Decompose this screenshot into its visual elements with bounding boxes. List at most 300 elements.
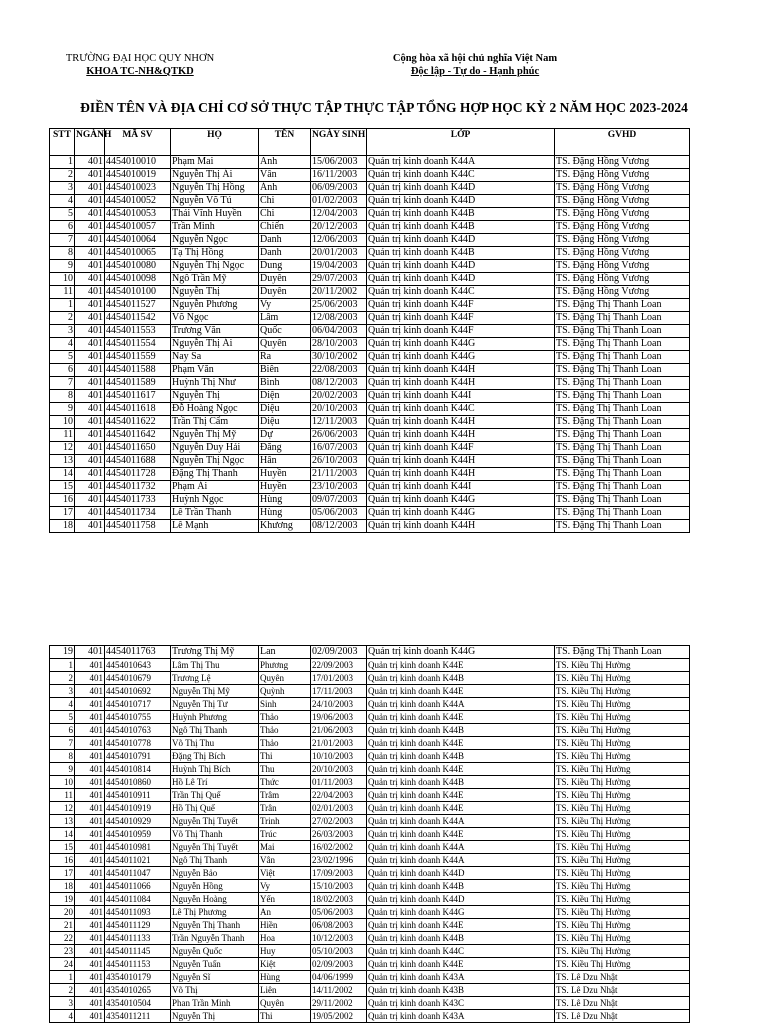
cell-nganh: 401 xyxy=(75,906,105,919)
cell-nganh: 401 xyxy=(75,984,105,997)
cell-ho: Trần Thị Quế xyxy=(171,789,259,802)
cell-gvhd: TS. Kiều Thị Hường xyxy=(555,802,690,815)
table-row xyxy=(50,945,690,958)
cell-ngay-sinh: 20/10/2003 xyxy=(311,403,367,416)
cell-ten: Trân xyxy=(259,802,311,815)
cell-ho: Nguyễn Thị xyxy=(171,390,259,403)
cell-ho: Nguyễn Thị Ái xyxy=(171,338,259,351)
col-header-lop: LỚP xyxy=(367,129,555,156)
cell-ma-sv: 4454011588 xyxy=(105,364,171,377)
cell-ngay-sinh: 22/09/2003 xyxy=(311,659,367,672)
cell-ngay-sinh: 25/06/2003 xyxy=(311,299,367,312)
cell-ma-sv: 4454011650 xyxy=(105,442,171,455)
university-name: TRƯỜNG ĐẠI HỌC QUY NHƠN xyxy=(65,53,215,64)
cell-ngay-sinh: 20/02/2003 xyxy=(311,390,367,403)
cell-lop: Quản trị kinh doanh K43B xyxy=(367,984,555,997)
cell-ten: Vy xyxy=(259,299,311,312)
cell-ho: Nguyễn Thị xyxy=(171,1010,259,1023)
cell-stt: 7 xyxy=(50,234,75,247)
cell-ho: Trần Nguyễn Thanh xyxy=(171,932,259,945)
table-row xyxy=(50,351,690,364)
cell-gvhd: TS. Kiều Thị Hường xyxy=(555,828,690,841)
cell-ngay-sinh: 26/03/2003 xyxy=(311,828,367,841)
cell-ma-sv: 4454011758 xyxy=(105,520,171,533)
cell-ten: Chi xyxy=(259,195,311,208)
cell-ngay-sinh: 26/10/2003 xyxy=(311,455,367,468)
cell-ngay-sinh: 21/06/2003 xyxy=(311,724,367,737)
cell-ngay-sinh: 08/12/2003 xyxy=(311,520,367,533)
cell-gvhd: TS. Kiều Thị Hường xyxy=(555,789,690,802)
cell-nganh: 401 xyxy=(75,182,105,195)
cell-ten: Hùng xyxy=(259,494,311,507)
header-right xyxy=(340,52,610,78)
cell-nganh: 401 xyxy=(75,364,105,377)
cell-ten: Đăng xyxy=(259,442,311,455)
cell-lop: Quản trị kinh doanh K44E xyxy=(367,919,555,932)
cell-ho: Tạ Thị Hồng xyxy=(171,247,259,260)
table-row xyxy=(50,195,690,208)
cell-nganh: 401 xyxy=(75,520,105,533)
cell-gvhd: TS. Đặng Thị Thanh Loan xyxy=(555,325,690,338)
table-row xyxy=(50,737,690,750)
cell-gvhd: TS. Đặng Thị Thanh Loan xyxy=(555,364,690,377)
cell-ten: Trúc xyxy=(259,828,311,841)
cell-ten: Việt xyxy=(259,867,311,880)
cell-ma-sv: 4454010053 xyxy=(105,208,171,221)
cell-nganh: 401 xyxy=(75,763,105,776)
cell-ngay-sinh: 20/12/2003 xyxy=(311,221,367,234)
cell-gvhd: TS. Kiều Thị Hường xyxy=(555,724,690,737)
cell-ten: Quỳnh xyxy=(259,685,311,698)
col-header-ma-sv: MÃ SV xyxy=(105,129,171,156)
cell-stt: 11 xyxy=(50,789,75,802)
cell-ngay-sinh: 22/08/2003 xyxy=(311,364,367,377)
cell-stt: 3 xyxy=(50,997,75,1010)
cell-ten: Biên xyxy=(259,364,311,377)
cell-gvhd: TS. Đặng Hồng Vương xyxy=(555,195,690,208)
cell-lop: Quản trị kinh doanh K44F xyxy=(367,325,555,338)
cell-ma-sv: 4454010791 xyxy=(105,750,171,763)
faculty-name: KHOA TC-NH&QTKD xyxy=(86,66,194,77)
cell-stt: 10 xyxy=(50,776,75,789)
cell-gvhd: TS. Kiều Thị Hường xyxy=(555,932,690,945)
cell-stt: 11 xyxy=(50,429,75,442)
cell-stt: 14 xyxy=(50,828,75,841)
cell-ma-sv: 4454010919 xyxy=(105,802,171,815)
cell-nganh: 401 xyxy=(75,867,105,880)
cell-ngay-sinh: 16/02/2002 xyxy=(311,841,367,854)
cell-nganh: 401 xyxy=(75,919,105,932)
cell-ngay-sinh: 10/10/2003 xyxy=(311,750,367,763)
cell-stt: 21 xyxy=(50,919,75,932)
table-row xyxy=(50,789,690,802)
cell-ngay-sinh: 19/06/2003 xyxy=(311,711,367,724)
cell-ngay-sinh: 02/09/2003 xyxy=(311,958,367,971)
cell-ma-sv: 4454010692 xyxy=(105,685,171,698)
cell-ho: Nguyễn Thị Ngọc xyxy=(171,260,259,273)
cell-stt: 5 xyxy=(50,351,75,364)
cell-lop: Quản trị kinh doanh K44D xyxy=(367,234,555,247)
cell-ten: Hùng xyxy=(259,507,311,520)
table-row xyxy=(50,182,690,195)
cell-ngay-sinh: 12/04/2003 xyxy=(311,208,367,221)
cell-gvhd: TS. Đặng Thị Thanh Loan xyxy=(555,481,690,494)
cell-gvhd: TS. Đặng Thị Thanh Loan xyxy=(555,455,690,468)
table-row xyxy=(50,919,690,932)
cell-lop: Quản trị kinh doanh K44D xyxy=(367,195,555,208)
cell-gvhd: TS. Lê Dzu Nhật xyxy=(555,1010,690,1023)
cell-ma-sv: 4454010064 xyxy=(105,234,171,247)
cell-ten: Vy xyxy=(259,880,311,893)
cell-gvhd: TS. Đặng Hồng Vương xyxy=(555,156,690,169)
cell-ten: Phương xyxy=(259,659,311,672)
cell-lop: Quản trị kinh doanh K44G xyxy=(367,906,555,919)
cell-gvhd: TS. Đặng Hồng Vương xyxy=(555,208,690,221)
cell-ma-sv: 4454010763 xyxy=(105,724,171,737)
cell-ten: Chi xyxy=(259,208,311,221)
cell-ho: Trần Thị Cẩm xyxy=(171,416,259,429)
cell-lop: Quản trị kinh doanh K44G xyxy=(367,338,555,351)
cell-ho: Nguyễn Thị Ngọc xyxy=(171,455,259,468)
cell-ngay-sinh: 15/10/2003 xyxy=(311,880,367,893)
cell-stt: 8 xyxy=(50,247,75,260)
col-header-ngay-sinh: NGÀY SINH xyxy=(311,129,367,156)
table-row xyxy=(50,711,690,724)
cell-ngay-sinh: 24/10/2003 xyxy=(311,698,367,711)
cell-ho: Nguyễn Thị xyxy=(171,286,259,299)
cell-ten: Ánh xyxy=(259,182,311,195)
cell-nganh: 401 xyxy=(75,958,105,971)
table-row xyxy=(50,481,690,494)
cell-lop: Quản trị kinh doanh K44E xyxy=(367,789,555,802)
cell-nganh: 401 xyxy=(75,646,105,659)
cell-ho: Võ Thị Thu xyxy=(171,737,259,750)
cell-ho: Ngô Trần Mỹ xyxy=(171,273,259,286)
cell-ho: Trương Lệ xyxy=(171,672,259,685)
cell-stt: 1 xyxy=(50,299,75,312)
table-row xyxy=(50,646,690,659)
cell-gvhd: TS. Kiều Thị Hường xyxy=(555,737,690,750)
cell-gvhd: TS. Đặng Hồng Vương xyxy=(555,182,690,195)
cell-gvhd: TS. Kiều Thị Hường xyxy=(555,763,690,776)
cell-nganh: 401 xyxy=(75,273,105,286)
cell-nganh: 401 xyxy=(75,377,105,390)
cell-gvhd: TS. Kiều Thị Hường xyxy=(555,854,690,867)
cell-ten: Huy xyxy=(259,945,311,958)
table-row xyxy=(50,867,690,880)
cell-gvhd: TS. Đặng Hồng Vương xyxy=(555,260,690,273)
table-row xyxy=(50,958,690,971)
cell-nganh: 401 xyxy=(75,390,105,403)
cell-gvhd: TS. Kiều Thị Hường xyxy=(555,750,690,763)
cell-gvhd: TS. Kiều Thị Hường xyxy=(555,685,690,698)
cell-ngay-sinh: 17/01/2003 xyxy=(311,672,367,685)
cell-gvhd: TS. Đặng Hồng Vương xyxy=(555,221,690,234)
cell-ho: Phạm Văn xyxy=(171,364,259,377)
cell-ten: Diệu xyxy=(259,403,311,416)
cell-nganh: 401 xyxy=(75,711,105,724)
table-row xyxy=(50,442,690,455)
cell-nganh: 401 xyxy=(75,1010,105,1023)
cell-ten: Hiền xyxy=(259,919,311,932)
cell-stt: 9 xyxy=(50,763,75,776)
table-row xyxy=(50,286,690,299)
cell-ten: Quyên xyxy=(259,997,311,1010)
cell-gvhd: TS. Đặng Thị Thanh Loan xyxy=(555,377,690,390)
cell-lop: Quản trị kinh doanh K44A xyxy=(367,156,555,169)
cell-ten: Danh xyxy=(259,234,311,247)
cell-ma-sv: 4454011733 xyxy=(105,494,171,507)
cell-ngay-sinh: 12/06/2003 xyxy=(311,234,367,247)
cell-ten: Ra xyxy=(259,351,311,364)
table-row xyxy=(50,325,690,338)
cell-ma-sv: 4454011728 xyxy=(105,468,171,481)
cell-lop: Quản trị kinh doanh K44G xyxy=(367,351,555,364)
table-header-row xyxy=(50,129,690,156)
cell-ma-sv: 4454011066 xyxy=(105,880,171,893)
cell-ngay-sinh: 14/11/2002 xyxy=(311,984,367,997)
cell-ho: Đặng Thị Bích xyxy=(171,750,259,763)
cell-lop: Quản trị kinh doanh K44B xyxy=(367,776,555,789)
cell-lop: Quản trị kinh doanh K44C xyxy=(367,403,555,416)
cell-ho: Lê Mạnh xyxy=(171,520,259,533)
cell-nganh: 401 xyxy=(75,815,105,828)
col-header-gvhd: GVHD xyxy=(555,129,690,156)
cell-ho: Nguyễn Thị Tuyết xyxy=(171,841,259,854)
cell-ten: Duyên xyxy=(259,273,311,286)
cell-nganh: 401 xyxy=(75,698,105,711)
cell-stt: 20 xyxy=(50,906,75,919)
cell-stt: 7 xyxy=(50,737,75,750)
cell-nganh: 401 xyxy=(75,932,105,945)
cell-ten: Diện xyxy=(259,390,311,403)
cell-ma-sv: 4454011589 xyxy=(105,377,171,390)
cell-ten: Quyên xyxy=(259,672,311,685)
cell-nganh: 401 xyxy=(75,971,105,984)
cell-ho: Đỗ Hoàng Ngọc xyxy=(171,403,259,416)
cell-stt: 11 xyxy=(50,286,75,299)
cell-ma-sv: 4454011617 xyxy=(105,390,171,403)
cell-stt: 6 xyxy=(50,724,75,737)
cell-lop: Quản trị kinh doanh K44G xyxy=(367,507,555,520)
cell-ma-sv: 4454011554 xyxy=(105,338,171,351)
cell-nganh: 401 xyxy=(75,997,105,1010)
cell-ngay-sinh: 16/07/2003 xyxy=(311,442,367,455)
cell-lop: Quản trị kinh doanh K44H xyxy=(367,455,555,468)
cell-ho: Nguyễn Thị Mỹ xyxy=(171,429,259,442)
cell-nganh: 401 xyxy=(75,299,105,312)
cell-ngay-sinh: 23/10/2003 xyxy=(311,481,367,494)
cell-lop: Quản trị kinh doanh K44B xyxy=(367,724,555,737)
cell-nganh: 401 xyxy=(75,429,105,442)
table-row xyxy=(50,169,690,182)
cell-lop: Quản trị kinh doanh K44E xyxy=(367,828,555,841)
cell-gvhd: TS. Đặng Hồng Vương xyxy=(555,273,690,286)
cell-nganh: 401 xyxy=(75,880,105,893)
cell-stt: 14 xyxy=(50,468,75,481)
cell-ngay-sinh: 04/06/1999 xyxy=(311,971,367,984)
cell-lop: Quản trị kinh doanh K44I xyxy=(367,481,555,494)
cell-stt: 22 xyxy=(50,932,75,945)
cell-ho: Nguyễn Quốc xyxy=(171,945,259,958)
cell-ho: Nguyễn Tuấn xyxy=(171,958,259,971)
cell-ma-sv: 4454011763 xyxy=(105,646,171,659)
cell-nganh: 401 xyxy=(75,468,105,481)
cell-gvhd: TS. Đặng Thị Thanh Loan xyxy=(555,442,690,455)
cell-nganh: 401 xyxy=(75,893,105,906)
cell-nganh: 401 xyxy=(75,945,105,958)
cell-ngay-sinh: 09/07/2003 xyxy=(311,494,367,507)
cell-stt: 18 xyxy=(50,520,75,533)
cell-ho: Trương Thị Mỹ xyxy=(171,646,259,659)
student-table-2 xyxy=(49,645,690,1023)
cell-gvhd: TS. Kiều Thị Hường xyxy=(555,776,690,789)
cell-lop: Quản trị kinh doanh K44G xyxy=(367,646,555,659)
cell-ten: Trinh xyxy=(259,815,311,828)
cell-ten: Vân xyxy=(259,169,311,182)
cell-ngay-sinh: 05/06/2003 xyxy=(311,507,367,520)
cell-stt: 1 xyxy=(50,156,75,169)
cell-nganh: 401 xyxy=(75,208,105,221)
cell-nganh: 401 xyxy=(75,789,105,802)
cell-ma-sv: 4454011527 xyxy=(105,299,171,312)
cell-nganh: 401 xyxy=(75,325,105,338)
cell-ma-sv: 4454011542 xyxy=(105,312,171,325)
cell-stt: 9 xyxy=(50,403,75,416)
cell-ngay-sinh: 10/12/2003 xyxy=(311,932,367,945)
cell-lop: Quản trị kinh doanh K44H xyxy=(367,377,555,390)
cell-lop: Quản trị kinh doanh K44I xyxy=(367,390,555,403)
cell-nganh: 401 xyxy=(75,672,105,685)
cell-lop: Quản trị kinh doanh K44A xyxy=(367,698,555,711)
table-row xyxy=(50,247,690,260)
cell-ho: Huỳnh Phương xyxy=(171,711,259,724)
cell-ma-sv: 4454010959 xyxy=(105,828,171,841)
table-row xyxy=(50,156,690,169)
cell-ho: Thái Vĩnh Huyền xyxy=(171,208,259,221)
cell-ma-sv: 4454010100 xyxy=(105,286,171,299)
cell-ho: Nguyễn Thị Thanh xyxy=(171,919,259,932)
cell-gvhd: TS. Kiều Thị Hường xyxy=(555,841,690,854)
cell-ho: Hồ Thị Quế xyxy=(171,802,259,815)
cell-stt: 6 xyxy=(50,221,75,234)
cell-stt: 19 xyxy=(50,893,75,906)
table-row xyxy=(50,455,690,468)
cell-nganh: 401 xyxy=(75,659,105,672)
cell-ngay-sinh: 27/02/2003 xyxy=(311,815,367,828)
cell-nganh: 401 xyxy=(75,828,105,841)
cell-lop: Quản trị kinh doanh K44B xyxy=(367,932,555,945)
cell-ma-sv: 4454010778 xyxy=(105,737,171,750)
cell-lop: Quản trị kinh doanh K44C xyxy=(367,169,555,182)
cell-ten: Thức xyxy=(259,776,311,789)
cell-ten: Thảo xyxy=(259,711,311,724)
cell-stt: 13 xyxy=(50,455,75,468)
cell-lop: Quản trị kinh doanh K44B xyxy=(367,750,555,763)
cell-ho: Phạm Ái xyxy=(171,481,259,494)
cell-gvhd: TS. Đặng Thị Thanh Loan xyxy=(555,390,690,403)
cell-stt: 13 xyxy=(50,815,75,828)
table-row xyxy=(50,468,690,481)
cell-gvhd: TS. Đặng Thị Thanh Loan xyxy=(555,416,690,429)
table-row xyxy=(50,1010,690,1023)
cell-stt: 7 xyxy=(50,377,75,390)
cell-ngay-sinh: 20/01/2003 xyxy=(311,247,367,260)
cell-gvhd: TS. Kiều Thị Hường xyxy=(555,880,690,893)
cell-lop: Quản trị kinh doanh K44H xyxy=(367,364,555,377)
cell-nganh: 401 xyxy=(75,776,105,789)
cell-gvhd: TS. Kiều Thị Hường xyxy=(555,945,690,958)
cell-lop: Quản trị kinh doanh K43A xyxy=(367,971,555,984)
cell-ten: Hoa xyxy=(259,932,311,945)
cell-ngay-sinh: 19/05/2002 xyxy=(311,1010,367,1023)
cell-stt: 5 xyxy=(50,711,75,724)
cell-gvhd: TS. Đặng Thị Thanh Loan xyxy=(555,429,690,442)
cell-lop: Quản trị kinh doanh K44A xyxy=(367,815,555,828)
table-row xyxy=(50,403,690,416)
cell-ma-sv: 4454011622 xyxy=(105,416,171,429)
cell-ho: Huỳnh Thị Như xyxy=(171,377,259,390)
cell-ho: Võ Thị Thanh xyxy=(171,828,259,841)
cell-stt: 2 xyxy=(50,984,75,997)
cell-stt: 23 xyxy=(50,945,75,958)
cell-stt: 8 xyxy=(50,390,75,403)
cell-ma-sv: 4454011688 xyxy=(105,455,171,468)
cell-stt: 3 xyxy=(50,182,75,195)
cell-lop: Quản trị kinh doanh K44D xyxy=(367,867,555,880)
table-row xyxy=(50,802,690,815)
table-row xyxy=(50,685,690,698)
cell-ngay-sinh: 29/07/2003 xyxy=(311,273,367,286)
cell-stt: 15 xyxy=(50,841,75,854)
table-row xyxy=(50,971,690,984)
cell-nganh: 401 xyxy=(75,416,105,429)
cell-ma-sv: 4454011145 xyxy=(105,945,171,958)
cell-stt: 3 xyxy=(50,325,75,338)
table-row xyxy=(50,828,690,841)
cell-ho: Phan Trần Minh xyxy=(171,997,259,1010)
cell-lop: Quản trị kinh doanh K44B xyxy=(367,221,555,234)
cell-ten: Dự xyxy=(259,429,311,442)
cell-nganh: 401 xyxy=(75,854,105,867)
cell-gvhd: TS. Đặng Thị Thanh Loan xyxy=(555,646,690,659)
cell-lop: Quản trị kinh doanh K44E xyxy=(367,958,555,971)
cell-gvhd: TS. Lê Dzu Nhật xyxy=(555,997,690,1010)
cell-gvhd: TS. Kiều Thị Hường xyxy=(555,659,690,672)
cell-lop: Quản trị kinh doanh K44A xyxy=(367,841,555,854)
cell-stt: 4 xyxy=(50,338,75,351)
cell-ho: Ngô Thị Thanh xyxy=(171,724,259,737)
cell-ho: Phạm Mai xyxy=(171,156,259,169)
cell-ho: Nguyễn Sĩ xyxy=(171,971,259,984)
cell-ma-sv: 4454011732 xyxy=(105,481,171,494)
cell-lop: Quản trị kinh doanh K44G xyxy=(367,494,555,507)
page-title: ĐIỀN TÊN VÀ ĐỊA CHỈ CƠ SỞ THỰC TẬP THỰC TẬP TỔNG HỢP HỌC KỲ 2 NĂM HỌC 2023-2024 xyxy=(80,100,688,115)
table-row xyxy=(50,520,690,533)
col-header-ho: HỌ xyxy=(171,129,259,156)
table-row xyxy=(50,906,690,919)
cell-ma-sv: 4454011642 xyxy=(105,429,171,442)
cell-ma-sv: 4454011153 xyxy=(105,958,171,971)
table-row xyxy=(50,221,690,234)
cell-stt: 5 xyxy=(50,208,75,221)
cell-lop: Quản trị kinh doanh K44D xyxy=(367,893,555,906)
cell-ma-sv: 4454010755 xyxy=(105,711,171,724)
cell-ngay-sinh: 16/11/2003 xyxy=(311,169,367,182)
cell-gvhd: TS. Kiều Thị Hường xyxy=(555,958,690,971)
cell-ho: Lê Trần Thanh xyxy=(171,507,259,520)
cell-ho: Nguyễn Thị Ái xyxy=(171,169,259,182)
